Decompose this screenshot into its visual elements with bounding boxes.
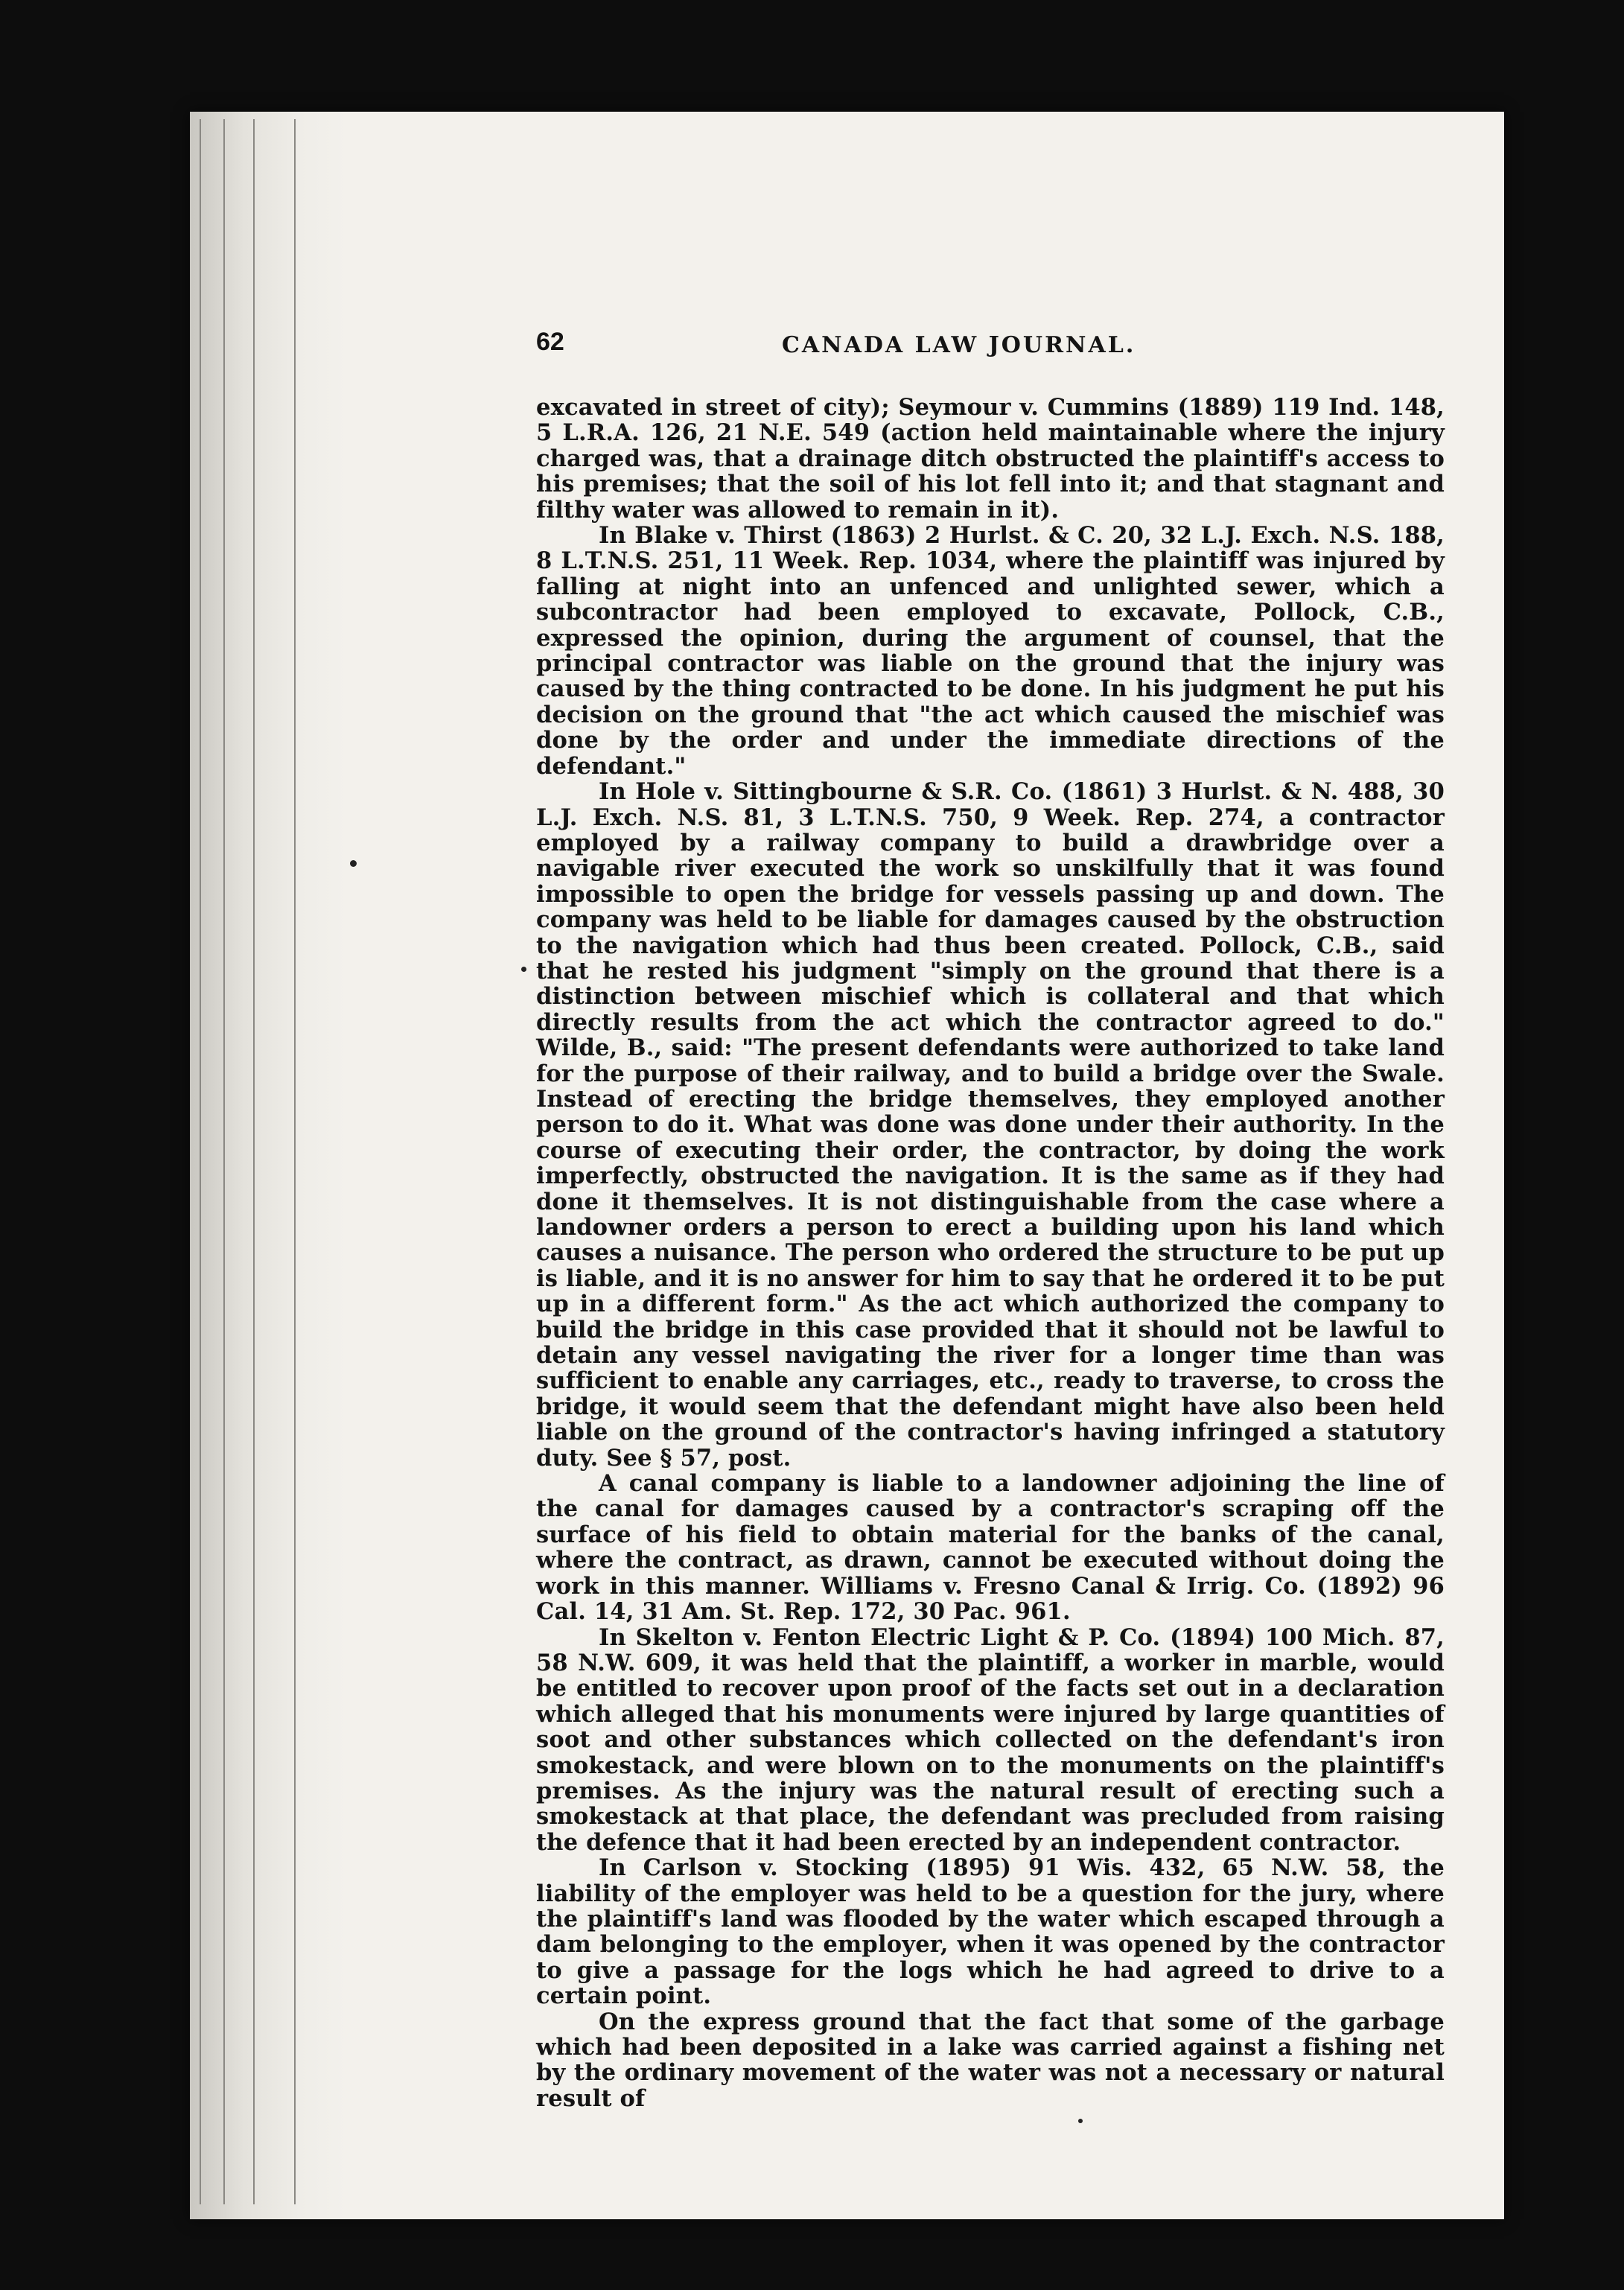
paragraph: In Hole v. Sittingbourne & S.R. Co. (1861) 3 Hurlst. & N. 488, 30 L.J. Exch. N.S. 81, 3 L.T.N.S. 750, 9 Week. Rep. 274, a contractor employed by a railway company to build a drawbridge over a navigable river executed the work so unskilfully that it was found impossible to open the bridge for vessels passing up and down. The company was held to be liable for damages caused by the obstruction to the navigation which had thus been created. Pollock, C.B., said that he rested his judgment "simply on the ground that there is a distinction between mischief which is collateral and that which directly results from the act which the contractor agreed to do." Wilde, B., said: "The present defendants were authorized to take land for the purpose of their railway, and to build a bridge over the Swale. Instead of erecting the bridge themselves, they employed another person to do it. What was done was done under their authority. In the course of executing their order, the contractor, by doing the work imperfectly, obstructed the navigation. It is the same as if they had done it themselves. It is not distinguishable from the case where a landowner orders a person to erect a building upon his land which causes a nuisance. The person who ordered the structure to be put up is liable, and it is no answer for him to say that he ordered it to be put up in a different form." As the act which authorized the company to build the bridge in this case provided that it should not be lawful to detain any vessel navigating the river for a longer time than was sufficient to enable any carriages, etc., ready to traverse, to cross the bridge, it would seem that the defendant might have also been held liable on the ground of the contractor's having infringed a statutory duty. See § 57, post. (536, 778, 1445, 1472)
paragraph: A canal company is liable to a landowner adjoining the line of the canal for damages caused by a contractor's scraping off the surface of his field to obtain material for the banks of the canal, where the contract, as drawn, cannot be executed without doing the work in this manner. Williams v. Fresno Canal & Irrig. Co. (1892) 96 Cal. 14, 31 Am. St. Rep. 172, 30 Pac. 961. (536, 1470, 1445, 1626)
page-gutter-shadow (190, 112, 346, 2219)
speck-mark (521, 967, 526, 972)
page-number: 62 (536, 328, 564, 356)
paragraph: In Skelton v. Fenton Electric Light & P. Co. (1894) 100 Mich. 87, 58 N.W. 609, it was held that the plaintiff, a worker in marble, would be entitled to recover upon proof of the facts set out in a declaration which alleged that his monuments were injured by large quantities of soot and other substances which collected on the defendant's iron smokestack, and were blown on to the monuments on the plaintiff's premises. As the injury was the natural result of erecting such a smokestack at that place, the defendant was precluded from raising the defence that it had been erected by an independent contractor. (536, 1623, 1445, 1856)
gutter-line (223, 119, 225, 2204)
page-text (536, 328, 1445, 2212)
gutter-line (253, 119, 255, 2204)
running-title: CANADA LAW JOURNAL. (782, 332, 1136, 358)
body-text (536, 395, 1445, 2111)
paragraph: excavated in street of city); Seymour v. Cummins (1889) 119 Ind. 148, 5 L.R.A. 126, 21 N.E. 549 (action held maintainable where the injury charged was, that a drainage ditch obstructed the plaintiff's access to his premises; that the soil of his lot fell into it; and that stagnant and filthy water was allowed to remain in it). (536, 394, 1445, 524)
paragraph: On the express ground that the fact that some of the garbage which had been deposited in a lake was carried against a fishing net by the ordinary movement of the water was not a necessary or natural result of (536, 2008, 1445, 2112)
page-header (536, 328, 1445, 395)
paragraph: In Carlson v. Stocking (1895) 91 Wis. 432, 65 N.W. 58, the liability of the employer was held to be a question for the jury, where the plaintiff's land was flooded by the water which escaped through a dam belonging to the employer, when it was opened by the contractor to give a passage for the logs which he had agreed to drive to a certain point. (536, 1854, 1445, 2010)
paragraph: In Blake v. Thirst (1863) 2 Hurlst. & C. 20, 32 L.J. Exch. N.S. 188, 8 L.T.N.S. 251, 11 Week. Rep. 1034, where the plaintiff was injured by falling at night into an unfenced and unlighted sewer, which a subcontractor had been employed to excavate, Pollock, C.B., expressed the opinion, during the argument of counsel, that the principal contractor was liable on the ground that the injury was caused by the thing contracted to be done. In his judgment he put his decision on the ground that "the act which caused the mischief was done by the order and under the immediate directions of the defendant." (536, 522, 1445, 780)
gutter-line (200, 119, 201, 2204)
speck-mark (350, 860, 357, 867)
gutter-line (294, 119, 296, 2204)
